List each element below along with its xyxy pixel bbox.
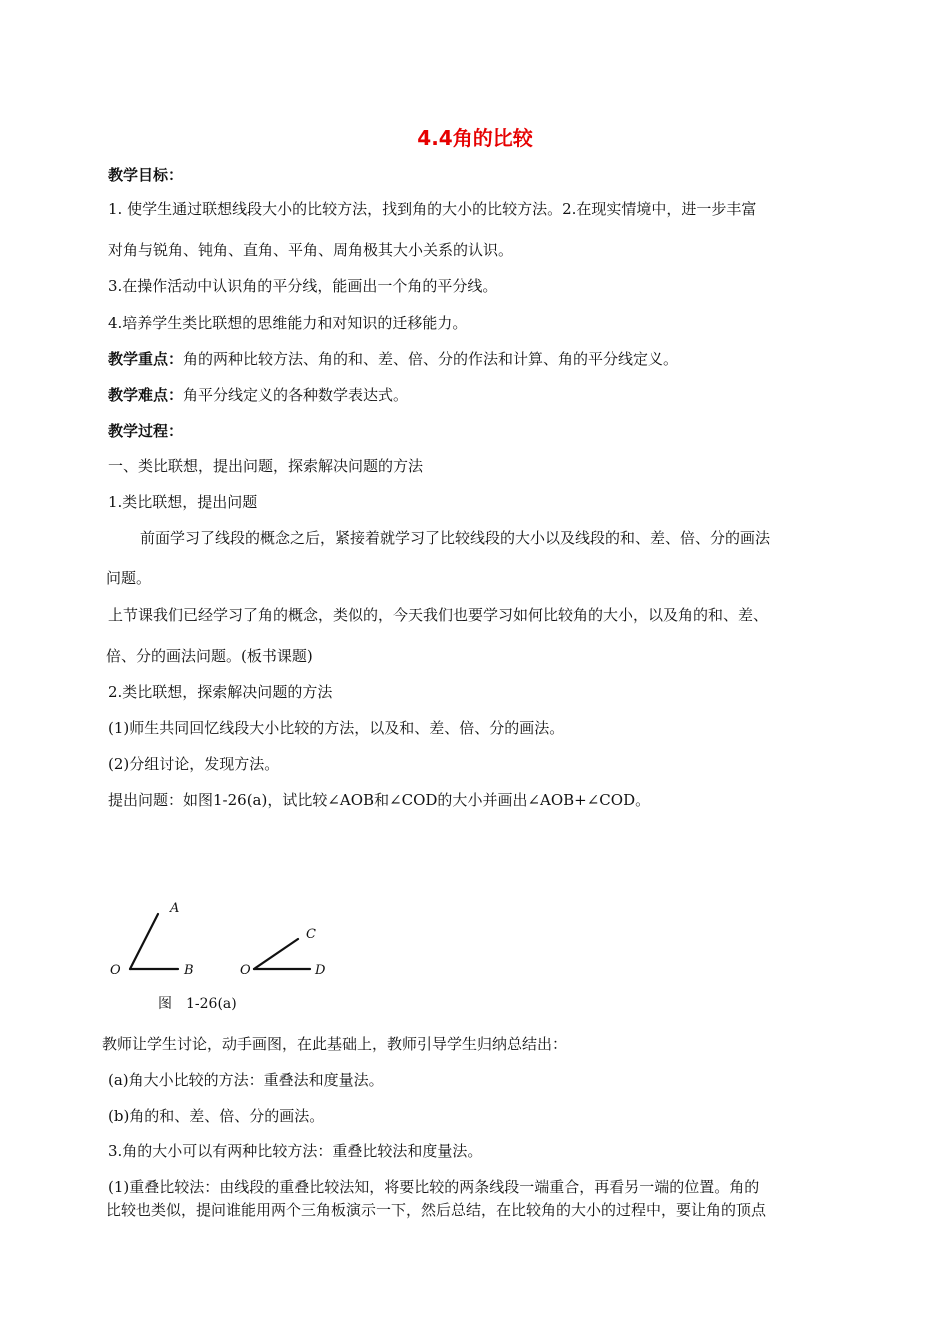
label-d: D (315, 963, 326, 978)
item-1: (1)师生共同回忆线段大小比较的方法，以及和、差、倍、分的画法。 (108, 719, 565, 737)
difficulty-points (108, 385, 408, 405)
label-b: B (184, 963, 194, 978)
question: 提出问题：如图1-26(a)，试比较∠AOB和∠COD的大小并画出∠AOB+∠COD。 (108, 791, 651, 809)
teacher-line: 教师让学生讨论，动手画图，在此基础上，教师引导学生归纳总结出： (102, 1035, 568, 1053)
item-2: (2)分组讨论，发现方法。 (108, 755, 280, 773)
process-label: 教学过程： (108, 422, 184, 440)
label-c: C (306, 927, 316, 942)
difficulty-label: 教学难点： (108, 386, 184, 404)
sub2-heading: 2.类比联想，探索解决问题的方法 (108, 683, 333, 701)
figure-caption: 图 1-26(a) (158, 996, 237, 1012)
label-a: A (170, 901, 180, 916)
para1-line1: 前面学习了线段的概念之后，紧接着就学习了比较线段的大小以及线段的和、差、倍、分的画法 (140, 529, 771, 547)
item-a: (a)角大小比较的方法：重叠法和度量法。 (108, 1071, 384, 1089)
label-o2: O (240, 963, 251, 978)
item-3-1-line2: 比较也类似，提问谁能用两个三角板演示一下，然后总结，在比较角的大小的过程中，要让角的顶点 (106, 1201, 767, 1219)
sub3-heading: 3.角的大小可以有两种比较方法：重叠比较法和度量法。 (108, 1142, 483, 1160)
label-o1: O (110, 963, 121, 978)
para2-line1: 上节课我们已经学习了角的概念，类似的，今天我们也要学习如何比较角的大小，以及角的和、差、 (108, 606, 769, 624)
ray-oa (130, 914, 158, 969)
item-3-1-line1: (1)重叠比较法：由线段的重叠比较法知，将要比较的两条线段一端重合，再看另一端的位置。角的 (108, 1178, 760, 1196)
key-text: 角的两种比较方法、角的和、差、倍、分的作法和计算、角的平分线定义。 (183, 350, 679, 368)
key-label: 教学重点： (108, 350, 184, 368)
part1-heading: 一、类比联想，提出问题，探索解决问题的方法 (108, 457, 424, 475)
key-points (108, 349, 678, 369)
item-b: (b)角的和、差、倍、分的画法。 (108, 1107, 325, 1125)
page-title: 4.4角的比较 (417, 126, 533, 150)
sub1-heading: 1.类比联想，提出问题 (108, 493, 258, 511)
objective-1-line1: 1. 使学生通过联想线段大小的比较方法，找到角的大小的比较方法。2.在现实情境中，进一步丰富 (108, 200, 757, 218)
para2-line2: 倍、分的画法问题。(板书课题) (106, 647, 313, 665)
ray-oc (254, 939, 298, 969)
objective-3: 3.在操作活动中认识角的平分线，能画出一个角的平分线。 (108, 277, 498, 295)
objective-1-line2: 对角与锐角、钝角、直角、平角、周角极其大小关系的认识。 (108, 241, 514, 259)
para1-line2: 问题。 (106, 569, 152, 587)
objective-4: 4.培养学生类比联想的思维能力和对知识的迁移能力。 (108, 314, 468, 332)
difficulty-text: 角平分线定义的各种数学表达式。 (183, 386, 409, 404)
objectives-label: 教学目标： (108, 166, 184, 184)
